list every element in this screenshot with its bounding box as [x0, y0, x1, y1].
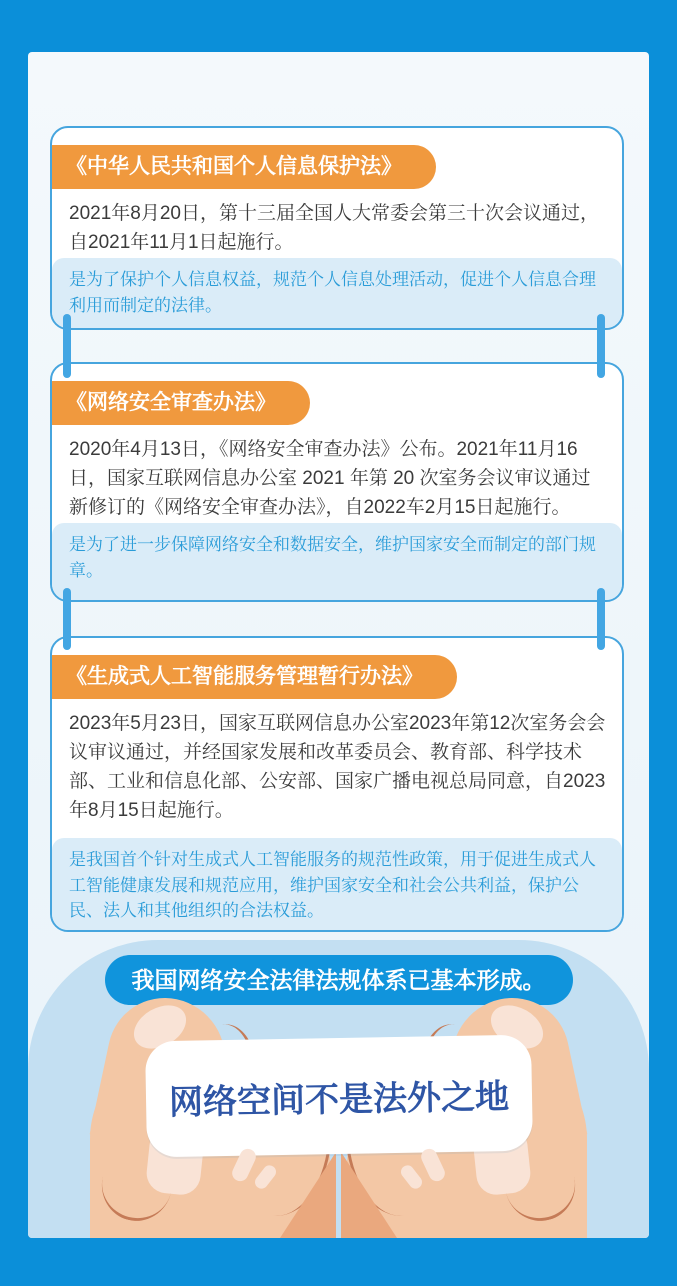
slogan-banner: [145, 1035, 533, 1158]
law-title-pill: [50, 145, 436, 189]
law-card-personal-info-protection: [50, 126, 624, 330]
law-title-pill: [50, 381, 310, 425]
law-body-text: 2021年8月20日，第十三届全国人大常委会第三十次会议通过，自2021年11月1日起施行。: [69, 203, 599, 253]
law-note: 是为了保护个人信息权益，规范个人信息处理活动，促进个人信息合理利用而制定的法律。: [52, 258, 622, 328]
law-card-generative-ai-measures: [50, 636, 624, 932]
wrist-shadow: [341, 1152, 397, 1238]
wrist-shadow: [280, 1152, 336, 1238]
conclusion-pill: 我国网络安全法律法规体系已基本形成。: [105, 955, 573, 1005]
law-title: 《中华人民共和国个人信息保护法》: [66, 155, 402, 178]
law-card-cybersecurity-review: [50, 362, 624, 602]
law-title: 《网络安全审查办法》: [66, 391, 276, 414]
timeline-connector: [63, 588, 71, 650]
law-title-pill: [50, 655, 457, 699]
law-title: 《生成式人工智能服务管理暂行办法》: [66, 665, 423, 688]
law-body-text: 2023年5月23日，国家互联网信息办公室2023年第12次室务会会议审议通过，并经国家发展和改革委员会、教育部、科学技术部、工业和信息化部、公安部、国家广播电视总局同意，自2023年8月15日起施行。: [69, 713, 606, 821]
slogan-text: 网络空间不是法外之地: [168, 1077, 510, 1122]
poster-panel: [28, 52, 649, 1238]
timeline-connector: [63, 314, 71, 378]
law-body-text: 2020年4月13日，《网络安全审查办法》公布。2021年11月16日，国家互联网信息办公室 2021 年第 20 次室务会议审议通过新修订的《网络安全审查办法》，自2022车2月15日起施行。: [69, 439, 591, 518]
law-note: 是为了进一步保障网络安全和数据安全，维护国家安全而制定的部门规章。: [52, 523, 622, 600]
timeline-connector: [597, 588, 605, 650]
law-note: 是我国首个针对生成式人工智能服务的规范性政策，用于促进生成式人工智能健康发展和规范应用，维护国家安全和社会公共利益，保护公民、法人和其他组织的合法权益。: [52, 838, 622, 930]
timeline-connector: [597, 314, 605, 378]
